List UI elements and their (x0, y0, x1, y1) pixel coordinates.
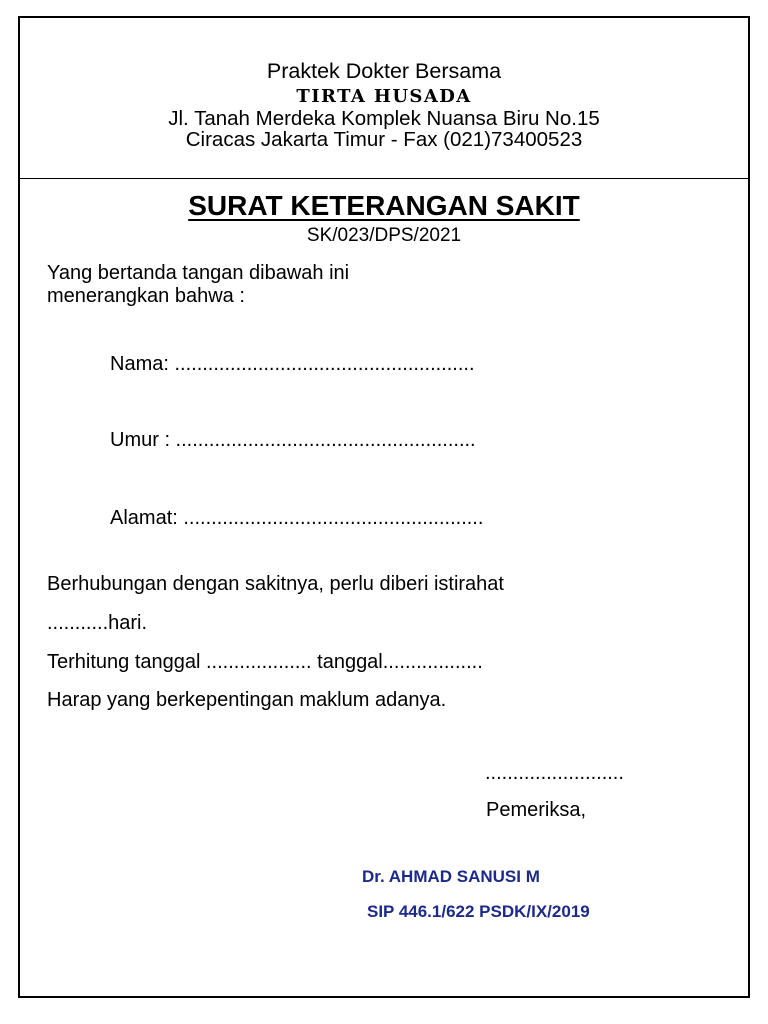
signature-dots: ......................... (485, 762, 624, 784)
signature-role: Pemeriksa, (486, 799, 587, 821)
intro-line-1: Yang bertanda tangan dibawah ini (47, 262, 350, 284)
field-age: Umur : ...................................................... (110, 429, 476, 451)
closing-line: Harap yang berkepentingan maklum adanya. (47, 689, 447, 711)
doctor-name: Dr. AHMAD SANUSI M (362, 867, 540, 886)
document-title: SURAT KETERANGAN SAKIT (188, 190, 580, 221)
date-line: Terhitung tanggal ................... tanggal.................. (47, 651, 483, 673)
rest-line: Berhubungan dengan sakitnya, perlu diberi istirahat (47, 573, 504, 595)
field-address: Alamat: ...................................................... (110, 507, 484, 529)
doctor-license: SIP 446.1/622 PSDK/IX/2019 (367, 902, 590, 921)
clinic-address-line-2: Ciracas Jakarta Timur - Fax (021)73400523 (185, 128, 583, 151)
document-title-row (18, 190, 750, 222)
intro-line-2: menerangkan bahwa : (47, 285, 245, 307)
days-line: ...........hari. (47, 612, 148, 634)
clinic-brand: TIRTA HUSADA (296, 86, 472, 107)
header-divider (18, 178, 750, 179)
document-number: SK/023/DPS/2021 (306, 225, 462, 246)
clinic-address-line-1: Jl. Tanah Merdeka Komplek Nuansa Biru No.15 (168, 107, 600, 130)
clinic-name: Praktek Dokter Bersama (266, 59, 502, 83)
field-name: Nama: ...................................................... (110, 353, 475, 375)
